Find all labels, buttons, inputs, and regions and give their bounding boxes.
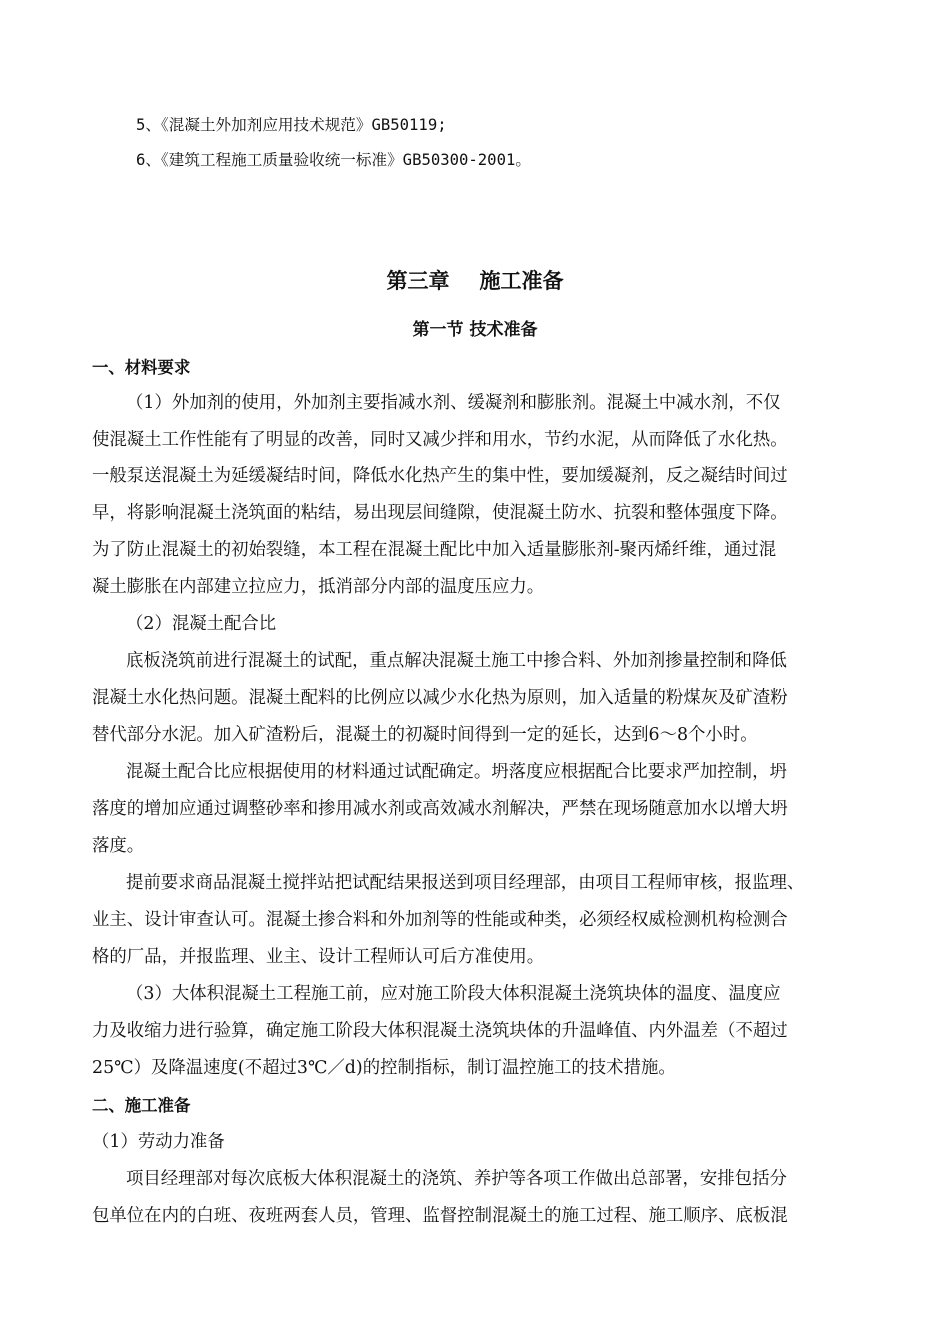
paragraph-line: 提前要求商品混凝土搅拌站把试配结果报送到项目经理部，由项目工程师审核，报监理、 (126, 873, 805, 893)
heading-construction-prep: 二、施工准备 (92, 1096, 191, 1115)
paragraph-line: （1）外加剂的使用，外加剂主要指减水剂、缓凝剂和膨胀剂。混凝土中减水剂，不仅 (126, 393, 781, 413)
paragraph-line: 落度的增加应通过调整砂率和掺用减水剂或高效减水剂解决，严禁在现场随意加水以增大坍 (92, 799, 788, 819)
paragraph-line: 力及收缩力进行验算，确定施工阶段大体积混凝土浇筑块体的升温峰值、内外温差（不超过 (92, 1021, 788, 1041)
subheading-mix-ratio: （2）混凝土配合比 (126, 614, 277, 634)
paragraph-line: 25℃）及降温速度(不超过3℃／d)的控制指标，制订温控施工的技术措施。 (92, 1058, 676, 1078)
paragraph-line: 一般泵送混凝土为延缓凝结时间，降低水化热产生的集中性，要加缓凝剂，反之凝结时间过 (92, 466, 788, 486)
paragraph-line: 格的厂品，并报监理、业主、设计工程师认可后方准使用。 (92, 947, 545, 967)
paragraph-line: 包单位在内的白班、夜班两套人员，管理、监督控制混凝土的施工过程、施工顺序、底板混 (92, 1206, 788, 1226)
reference-item-5: 5、《混凝土外加剂应用技术规范》GB50119; (136, 116, 447, 134)
paragraph-line: 早，将影响混凝土浇筑面的粘结，易出现层间缝隙，使混凝土防水、抗裂和整体强度下降。 (92, 503, 788, 523)
paragraph-line: （3）大体积混凝土工程施工前，应对施工阶段大体积混凝土浇筑块体的温度、温度应 (126, 984, 781, 1004)
paragraph-line: 业主、设计审查认可。混凝土掺合料和外加剂等的性能或种类，必须经权威检测机构检测合 (92, 910, 788, 930)
paragraph-line: 项目经理部对每次底板大体积混凝土的浇筑、养护等各项工作做出总部署，安排包括分 (126, 1169, 787, 1189)
subheading-labor: （1）劳动力准备 (92, 1132, 225, 1152)
paragraph-line: 为了防止混凝土的初始裂缝，本工程在混凝土配比中加入适量膨胀剂-聚丙烯纤维，通过混 (92, 540, 777, 560)
paragraph-line: 混凝土配合比应根据使用的材料通过试配确定。坍落度应根据配合比要求严加控制，坍 (126, 762, 787, 782)
paragraph-line: 凝土膨胀在内部建立拉应力，抵消部分内部的温度压应力。 (92, 577, 545, 597)
chapter-title (0, 271, 950, 292)
paragraph-line: 替代部分水泥。加入矿渣粉后，混凝土的初凝时间得到一定的延长，达到6～8个小时。 (92, 725, 758, 745)
paragraph-line: 落度。 (92, 836, 145, 856)
paragraph-line: 使混凝土工作性能有了明显的改善，同时又减少拌和用水，节约水泥，从而降低了水化热。 (92, 430, 788, 450)
reference-item-6: 6、《建筑工程施工质量验收统一标准》GB50300-2001。 (136, 151, 531, 169)
chapter-name: 施工准备 (479, 269, 564, 293)
heading-materials: 一、材料要求 (92, 358, 191, 377)
paragraph-line: 底板浇筑前进行混凝土的试配，重点解决混凝土施工中掺合料、外加剂掺量控制和降低 (126, 651, 787, 671)
chapter-number: 第三章 (386, 269, 450, 293)
section-title: 第一节 技术准备 (412, 320, 538, 340)
paragraph-line: 混凝土水化热问题。混凝土配料的比例应以减少水化热为原则，加入适量的粉煤灰及矿渣粉 (92, 688, 788, 708)
